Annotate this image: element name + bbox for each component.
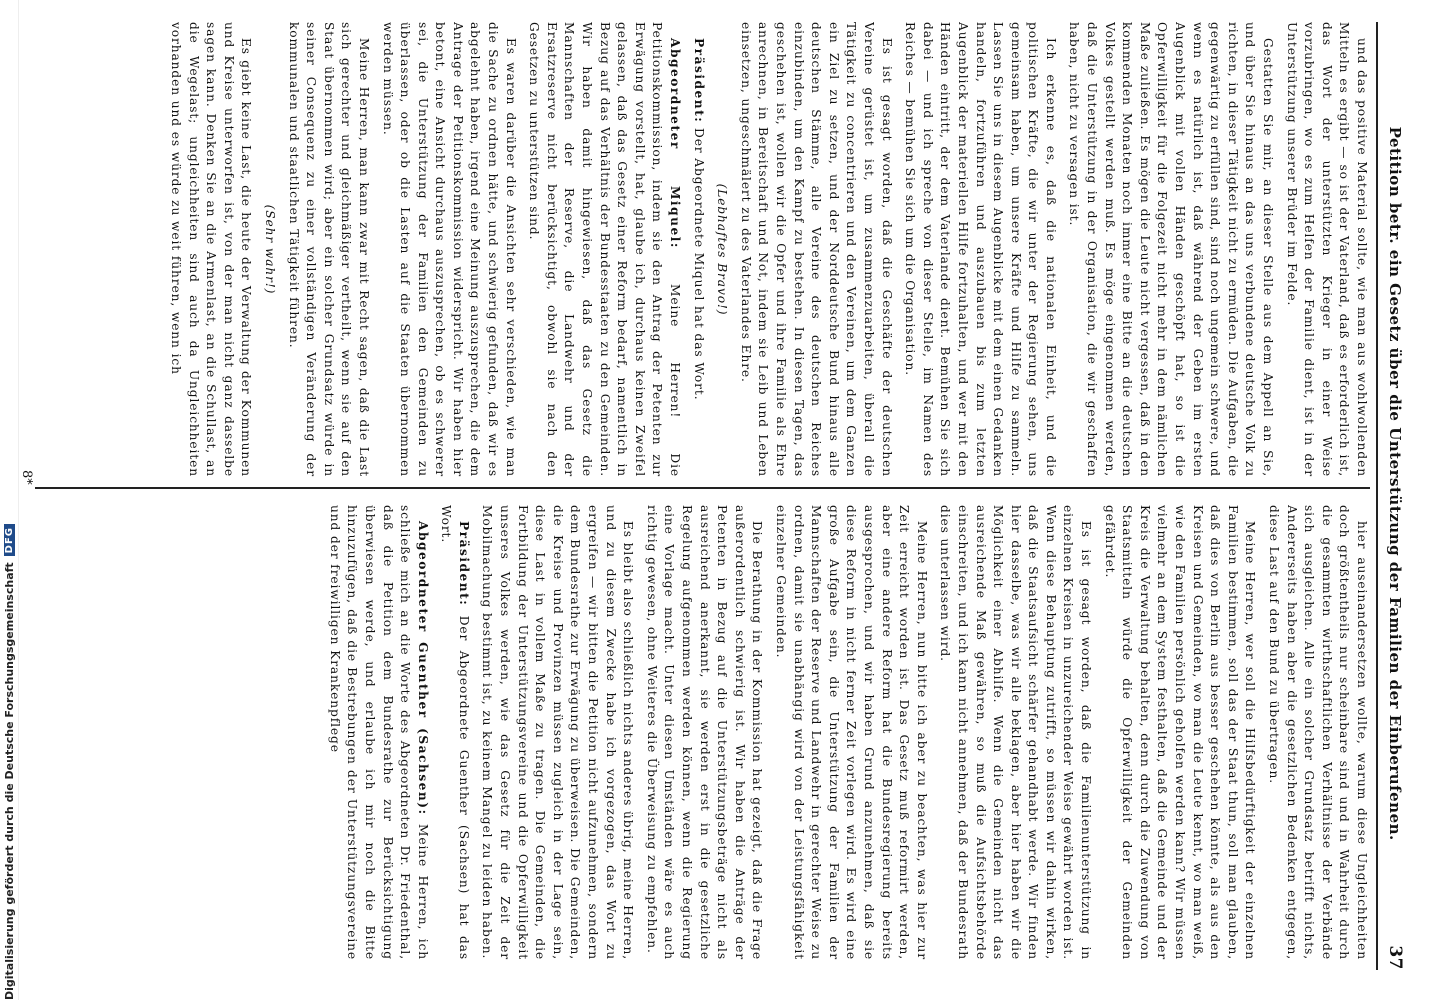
paragraph: Es ist gesagt worden, daß die Familienunterstützung in einzelnen Kreisen in unzureichender Weise gewährt worden ist. Wenn diese Behauptung zutrifft, so müssen wir dahin wirken, daß die Staatsaufsicht schärfer gehandhabt werde. Wir finden hier dasselbe, was wir alle beklagen, aber hier haben wir die Möglichkeit einer Abhilfe. Wenn die Gemeinden nicht das ausreichende Maß gewähren, so muß die Aufsichtsbehörde einschreiten, und ich kann nicht annehmen, daß der Bundesrath dies unterlassen wird.: [938, 505, 1094, 960]
stage-direction: (Lebhaftes Bravo!): [715, 183, 730, 316]
speaker-name: Abgeordneter Miquel:: [668, 38, 683, 249]
running-title: Petition betr. ein Gesetz über die Unterstützung der Familien der Einberufenen.: [1386, 126, 1404, 841]
stage-direction: (Sehr wahr!): [262, 204, 277, 295]
paragraph: Es waren darüber die Ansichten sehr verschieden, wie man die Sache zu ordnen hätte, und schwierig gefunden, daß wir es abgelehnt haben, irgend eine Meinung auszusprechen, die dem Antrage der Petitionskommission widerspricht. Wir haben hier betont, eine Ansicht durchaus auszusprechen, ob es schwerer sei, die Unterstützung der Familien den Gemeinden zu überlassen, oder ob die Lasten auf die Staaten übernommen werden müssen.: [380, 22, 518, 477]
rotated-page-content: [16, 0, 1416, 1000]
paragraph: Gestatten Sie mir, an dieser Stelle aus dem Appell an Sie, und über Sie hinaus an das uns verbundene deutsche Volk zu richten, in dieser Tätigkeit nicht zu ermüden. Die Aufgaben, die gegenwärtig zu erfüllen sind, sind noch ungemein schwere, und wenn es natürlich ist, daß während der Geben im ersten Augenblick mit vollen Händen geschöpft hat, so ist die Opferwilligkeit für die Folgezeit nicht mehr in dem nämlichen Maße zuließen. Es mögen die Leute nicht vergessen, daß in den kommenden Monaten noch immer eine Bitte an die deutschen Volkes gestellt werden muß. Es möge eingenommen werden, daß die Unterstützung in der Organisation, die wir geschaffen haben, nicht zu versagen ist.: [1067, 22, 1276, 477]
speaker-name: Abgeordneter Guenther (Sachsen):: [415, 521, 430, 816]
paragraph: Es ist gesagt worden, daß die Geschäfte der deutschen Vereine gerüstet ist, um zusammenzuarbeiten, überall die Tätigkeit zu concentrieren und den Vereinen, um dem Ganzen ein Ziel zu setzen, und der Norddeutsche Bund hinaus alle deutschen Stämme, alle Vereine des deutschen Reiches einzubinden, um den Kampf zu bestehen. In diesen Tagen, das geschehen ist, wollen wir die Opfer und ihre Familie als Ehre anrechnen, in Bereitschaft und Not, indem sie Leib und Leben einsetzen, ungeschmälert zu des Vaterlandes Ehre.: [738, 22, 894, 477]
signature-mark: 8*: [19, 470, 34, 485]
paragraph-text: Der Abgeordnete Miquel hat das Wort.: [691, 123, 706, 401]
paragraph: Meine Herren, wer soll die Hilfsbedürftigkeit der einzelnen Familien bestimmen, soll das der Staat thun, soll man glauben, daß dies von Berlin aus besser geschehen könnte, als aus den Kreisen und Gemeinden, wo man die Leute kennt, wo man weiß, wie den Familien persönlich geholfen werden kann? Wir müssen vielmehr an dem System festhalten, daß die Gemeinde und der Kreis die Verwaltung behalten, denn durch die Zuwendung von Staatsmitteln würde die Opferwilligkeit der Gemeinden gefährdet.: [1102, 505, 1258, 960]
digitization-footer: [0, 0, 19, 1000]
paragraph: [437, 505, 472, 960]
left-column: [35, 22, 1370, 477]
paragraph: [689, 22, 707, 477]
page-header: [1380, 22, 1410, 970]
paragraph: Meine Herren, man kann zwar mit Recht sagen, daß die Last sich gerechter und gleichmäßiger vertheilt, wenn sie auf den Staat übernommen wird; aber ein solcher Grundsatz würde in seiner Consequenz zu einer vollständigen Veränderung der kommunalen und staatlichen Tätigkeit führen.: [286, 22, 371, 477]
paragraph: [325, 505, 431, 960]
paragraph: Meine Herren, nun bitte ich aber zu beachten, was hier zur Zeit erreicht worden ist. Das Gesetz muß reformirt werden, aber eine andere Reform hat die Bundesregierung bereits ausgesprochen, und wir haben Grund anzunehmen, daß sie diese Reform in nicht ferner Zeit vorlegen wird. Es wird eine große Aufgabe sein, die Unterstützung der Familien der Mannschaften der Reserve und Landwehr in gerechter Weise zu ordnen, damit sie unabhängig wird von der Leistungsfähigkeit einzelner Gemeinden.: [774, 505, 929, 960]
paragraph-text: Der Abgeordnete Guenther (Sachsen) hat das Wort.: [439, 505, 471, 960]
paragraph: Ich erkenne es, daß die nationalen Einheit, und die politischen Kräfte, die wir unter der Regierung sehen, uns gemeinsam haben, um unsere Kräfte und Hilfe zu sammeln. Lassen Sie uns in diesem Augenblicke mit dem einen Gedanken handeln, fortzuführen und auszubauen bis zum letzten Augenblick der materiellen Hilfe fortzuhalten, und wer mit den Händen eintritt, der dem Vaterlande dient. Bemühen Sie sich dabei — und ich spreche von dieser Stelle, im Namen des Reiches — bemühen Sie sich um die Organisation.: [903, 22, 1058, 477]
paragraph: und das positive Material sollte, wie man aus wohlwollenden Mitteln es ergibt — so ist der Vaterland, daß es erforderlich ist, das Wort der unterstützten Krieger in einer Weise vorzubringen, wo es zum Helfen der Familie dient, ist in der Unterstützung unserer Brüder im Felde.: [1284, 22, 1369, 477]
page-number: 37: [1385, 945, 1405, 970]
paragraph: Die Berathung in der Kommission hat gezeigt, daß die Frage außerordentlich schwierig ist. Wir haben die Anträge der Petenten in Bezug auf die Unterstützungsbeträge nicht als ausreichend anerkannt, sie werden erst in die gesetzliche Regelung aufgenommen werden können, wenn die Regierung eine Vorlage macht. Unter diesen Umständen wäre es auch richtig gewesen, ohne Weiteres die Überweisung zu empfehlen.: [644, 505, 765, 960]
paragraph: [525, 22, 683, 477]
paragraph: hier auseinandersetzen wollte, warum diese Ungleichheiten doch größtentheils nur scheinbare sind und in Wahrheit durch die gesammten wirthschaftlichen Verhältnisse der Verbände sich ausgleichen. Alle ein solcher Grundsatz betrifft nichts, Andererseits haben aber die gesetzlichen Bedenken entgegen, diese Last auf den Bund zu übertragen.: [1267, 505, 1369, 960]
speaker-name: Präsident:: [456, 521, 471, 607]
paragraph-text: Meine Herren, ich schließe mich an die Worte des Abgeordneten Dr. Friedenthal, daß die Petition dem Bundesrathe zur Berücksichtigung überwiesen werde, und erlaube ich mir noch die Bitte hinzuzufügen, daß die Bestrebungen der Unterstützungsvereine und der freiwilligen Krankenpflege: [327, 505, 430, 960]
header-rule: [1376, 22, 1378, 970]
paragraph: Es bleibt also schließlich nichts anderes übrig, meine Herren, und zu diesem Zwecke habe ich vorgezogen, das Wort zu ergreifen — wir bitten die Petition nicht aufzunehmen, sondern dem Bundesrathe zur Erwägung zu überweisen. Die Gemeinden, die Kreise und Provinzen müssen zugleich in der Lage sein, diese Last in vollem Maße zu tragen. Die Gemeinden, die Fortbildung der Unterstützungsvereine und die Opferwilligkeit unseres Volkes werden, wie das Gesetz für die Zeit der Mobilmachung bestimmt ist, zu keinem Mangel zu leiden haben.: [480, 505, 636, 960]
footer-credit: [1, 10, 17, 1000]
column-divider: [35, 487, 1370, 489]
paragraph-text: Meine Herren! Die Petitionskommission, indem sie den Antrag der Petenten zur Erwägung vorstellt, hat, glaube ich, durchaus keinen Zweifel gelassen, daß das Gesetz einer Reform bedarf, namentlich in Bezug auf das Verhältnis der Bundesstaaten zu den Gemeinden. Wir haben damit hingewiesen, daß das Gesetz die Mannschaften der Reserve, die Landwehr und der Ersatzreserve nicht berücksichtigt, obwohl sie nach den Gesetzen zu unterstützen sind.: [527, 22, 683, 477]
footer-credit-text: Digitalisierung gefördert durch die Deutsche Forschungsgemeinschaft: [2, 562, 16, 1000]
speaker-name: Präsident:: [691, 38, 706, 124]
right-column: [35, 505, 1370, 960]
paragraph: Es giebt keine Last, die heute der Verwaltung der Kommunen und Kreise unterworfen ist, von der man nicht ganz dasselbe sagen kann. Denken Sie an die Armenlast, an die Schullast, an die Wegelast; ungleichheiten sind auch da Ungleichheiten vorhanden und es würde zu weit führen, wenn ich: [169, 22, 254, 477]
dfg-logo-icon: DFG: [4, 524, 15, 556]
